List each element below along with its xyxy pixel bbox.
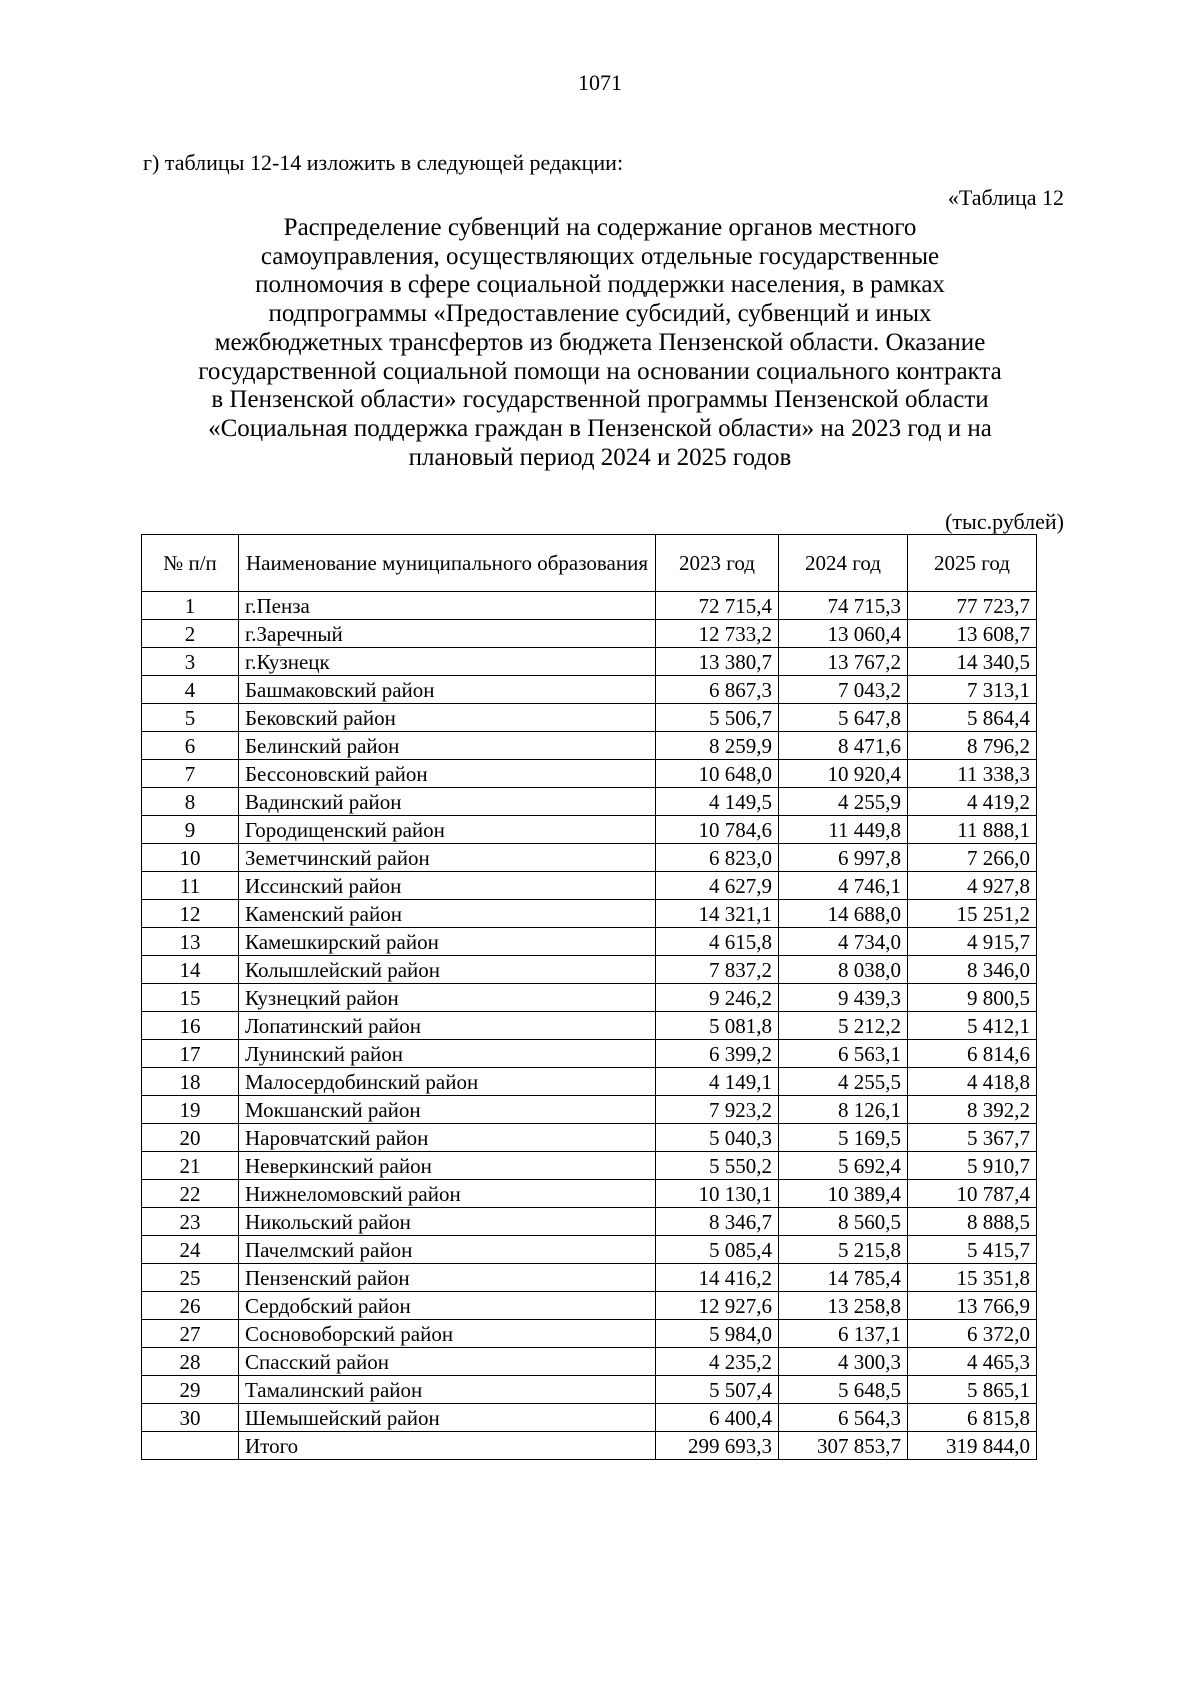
value-2023: 10 648,0 [656, 760, 779, 788]
table-row [142, 1124, 1037, 1152]
row-number: 30 [142, 1404, 239, 1432]
table-row [142, 1264, 1037, 1292]
value-2024: 9 439,3 [779, 984, 908, 1012]
value-2023: 4 149,5 [656, 788, 779, 816]
value-2025: 15 351,8 [908, 1264, 1037, 1292]
value-2025: 11 888,1 [908, 816, 1037, 844]
row-number: 25 [142, 1264, 239, 1292]
value-2025: 10 787,4 [908, 1180, 1037, 1208]
value-2025: 5 865,1 [908, 1376, 1037, 1404]
municipality-name: Лопатинский район [239, 1012, 656, 1040]
title-line: «Социальная поддержка граждан в Пензенской области» на 2023 год и на [208, 414, 992, 442]
title-line: Распределение субвенций на содержание органов местного [283, 214, 917, 241]
table-row [142, 844, 1037, 872]
municipality-name: Сосновоборский район [239, 1320, 656, 1348]
table-row [142, 1376, 1037, 1404]
value-2025: 5 412,1 [908, 1012, 1037, 1040]
value-2023: 299 693,3 [656, 1432, 779, 1460]
row-number: 11 [142, 872, 239, 900]
municipality-name: Сердобский район [239, 1292, 656, 1320]
table-row [142, 1012, 1037, 1040]
municipality-name: г.Кузнецк [239, 648, 656, 676]
value-2024: 6 997,8 [779, 844, 908, 872]
row-number: 5 [142, 704, 239, 732]
value-2025: 4 915,7 [908, 928, 1037, 956]
value-2023: 5 085,4 [656, 1236, 779, 1264]
municipality-name: Пензенский район [239, 1264, 656, 1292]
header-2023: 2023 год [656, 535, 779, 592]
table-row [142, 1320, 1037, 1348]
municipality-name: Наровчатский район [239, 1124, 656, 1152]
municipality-name: Городищенский район [239, 816, 656, 844]
title-line: межбюджетных трансфертов из бюджета Пензенской области. Оказание [214, 328, 986, 356]
municipality-name: Шемышейский район [239, 1404, 656, 1432]
municipality-name: Тамалинский район [239, 1376, 656, 1404]
municipality-name: Кузнецкий район [239, 984, 656, 1012]
value-2024: 4 255,9 [779, 788, 908, 816]
value-2025: 7 313,1 [908, 676, 1037, 704]
value-2025: 15 251,2 [908, 900, 1037, 928]
municipality-name: Каменский район [239, 900, 656, 928]
value-2023: 72 715,4 [656, 592, 779, 620]
row-number: 8 [142, 788, 239, 816]
value-2025: 11 338,3 [908, 760, 1037, 788]
table-row [142, 1152, 1037, 1180]
units-label: (тыс.рублей) [945, 509, 1064, 534]
value-2024: 307 853,7 [779, 1432, 908, 1460]
value-2024: 5 212,2 [779, 1012, 908, 1040]
value-2023: 14 321,1 [656, 900, 779, 928]
row-number: 9 [142, 816, 239, 844]
row-number: 23 [142, 1208, 239, 1236]
table-title [130, 214, 1070, 472]
value-2025: 4 419,2 [908, 788, 1037, 816]
row-number: 2 [142, 620, 239, 648]
value-2024: 6 564,3 [779, 1404, 908, 1432]
title-line: полномочия в сфере социальной поддержки населения, в рамках [255, 271, 945, 299]
table-row [142, 816, 1037, 844]
value-2025: 8 346,0 [908, 956, 1037, 984]
value-2024: 4 300,3 [779, 1348, 908, 1376]
row-number: 26 [142, 1292, 239, 1320]
value-2025: 6 814,6 [908, 1040, 1037, 1068]
value-2023: 5 506,7 [656, 704, 779, 732]
value-2023: 5 550,2 [656, 1152, 779, 1180]
value-2023: 5 040,3 [656, 1124, 779, 1152]
value-2025: 4 418,8 [908, 1068, 1037, 1096]
value-2024: 6 137,1 [779, 1320, 908, 1348]
value-2024: 4 255,5 [779, 1068, 908, 1096]
value-2024: 13 060,4 [779, 620, 908, 648]
table-row [142, 620, 1037, 648]
value-2023: 6 400,4 [656, 1404, 779, 1432]
value-2024: 5 647,8 [779, 704, 908, 732]
row-number: 12 [142, 900, 239, 928]
value-2023: 4 615,8 [656, 928, 779, 956]
title-line: государственной социальной помощи на основании социального контракта [198, 357, 1002, 385]
row-number: 27 [142, 1320, 239, 1348]
title-line: подпрограммы «Предоставление субсидий, субвенций и иных [268, 300, 932, 328]
value-2024: 13 767,2 [779, 648, 908, 676]
row-number: 1 [142, 592, 239, 620]
row-number: 22 [142, 1180, 239, 1208]
table-row [142, 928, 1037, 956]
value-2025: 8 392,2 [908, 1096, 1037, 1124]
intro-text: г) таблицы 12-14 изложить в следующей редакции: [143, 150, 624, 175]
row-number: 20 [142, 1124, 239, 1152]
value-2024: 10 920,4 [779, 760, 908, 788]
row-number: 24 [142, 1236, 239, 1264]
value-2023: 10 130,1 [656, 1180, 779, 1208]
table-row [142, 1292, 1037, 1320]
value-2024: 14 785,4 [779, 1264, 908, 1292]
row-number: 19 [142, 1096, 239, 1124]
table-row [142, 676, 1037, 704]
value-2024: 8 471,6 [779, 732, 908, 760]
municipality-name: Итого [239, 1432, 656, 1460]
municipality-name: Неверкинский район [239, 1152, 656, 1180]
row-number: 16 [142, 1012, 239, 1040]
title-line: самоуправления, осуществляющих отдельные государственные [260, 242, 940, 270]
municipality-name: Бессоновский район [239, 760, 656, 788]
value-2025: 4 465,3 [908, 1348, 1037, 1376]
value-2023: 9 246,2 [656, 984, 779, 1012]
value-2023: 4 627,9 [656, 872, 779, 900]
table-header-row [142, 535, 1037, 592]
table-row [142, 704, 1037, 732]
value-2024: 6 563,1 [779, 1040, 908, 1068]
title-line: в Пензенской области» государственной программы Пензенской области [211, 386, 989, 414]
value-2025: 5 367,7 [908, 1124, 1037, 1152]
value-2025: 5 910,7 [908, 1152, 1037, 1180]
value-2025: 6 372,0 [908, 1320, 1037, 1348]
value-2024: 8 126,1 [779, 1096, 908, 1124]
value-2023: 4 149,1 [656, 1068, 779, 1096]
municipality-name: г.Пенза [239, 592, 656, 620]
row-number: 17 [142, 1040, 239, 1068]
row-number: 14 [142, 956, 239, 984]
value-2024: 74 715,3 [779, 592, 908, 620]
value-2023: 5 984,0 [656, 1320, 779, 1348]
value-2025: 13 766,9 [908, 1292, 1037, 1320]
row-number: 7 [142, 760, 239, 788]
value-2024: 11 449,8 [779, 816, 908, 844]
value-2025: 8 796,2 [908, 732, 1037, 760]
table-row [142, 1208, 1037, 1236]
municipality-name: Лунинский район [239, 1040, 656, 1068]
table-row [142, 1040, 1037, 1068]
header-number: № п/п [142, 535, 239, 592]
table-row [142, 788, 1037, 816]
row-number: 4 [142, 676, 239, 704]
value-2025: 77 723,7 [908, 592, 1037, 620]
value-2023: 7 837,2 [656, 956, 779, 984]
row-number: 3 [142, 648, 239, 676]
value-2024: 5 692,4 [779, 1152, 908, 1180]
table-row [142, 956, 1037, 984]
municipality-name: Бековский район [239, 704, 656, 732]
municipality-name: Иссинский район [239, 872, 656, 900]
municipality-name: Пачелмский район [239, 1236, 656, 1264]
value-2025: 8 888,5 [908, 1208, 1037, 1236]
value-2025: 9 800,5 [908, 984, 1037, 1012]
municipality-name: Белинский район [239, 732, 656, 760]
row-number: 18 [142, 1068, 239, 1096]
value-2023: 5 507,4 [656, 1376, 779, 1404]
header-2025: 2025 год [908, 535, 1037, 592]
data-table [141, 534, 1037, 1460]
value-2023: 5 081,8 [656, 1012, 779, 1040]
value-2023: 4 235,2 [656, 1348, 779, 1376]
value-2025: 5 864,4 [908, 704, 1037, 732]
row-number: 6 [142, 732, 239, 760]
value-2023: 6 867,3 [656, 676, 779, 704]
table-row [142, 760, 1037, 788]
row-number: 13 [142, 928, 239, 956]
value-2024: 4 746,1 [779, 872, 908, 900]
value-2023: 10 784,6 [656, 816, 779, 844]
header-2024: 2024 год [779, 535, 908, 592]
row-number: 15 [142, 984, 239, 1012]
title-line: плановый период 2024 и 2025 годов [408, 443, 792, 471]
value-2024: 8 560,5 [779, 1208, 908, 1236]
municipality-name: Башмаковский район [239, 676, 656, 704]
table-row [142, 648, 1037, 676]
value-2025: 319 844,0 [908, 1432, 1037, 1460]
table-label: «Таблица 12 [947, 185, 1064, 210]
table-row [142, 1068, 1037, 1096]
value-2023: 6 399,2 [656, 1040, 779, 1068]
value-2025: 13 608,7 [908, 620, 1037, 648]
municipality-name: Нижнеломовский район [239, 1180, 656, 1208]
value-2024: 8 038,0 [779, 956, 908, 984]
municipality-name: Колышлейский район [239, 956, 656, 984]
value-2023: 12 927,6 [656, 1292, 779, 1320]
value-2025: 7 266,0 [908, 844, 1037, 872]
table-body [142, 592, 1037, 1460]
value-2024: 7 043,2 [779, 676, 908, 704]
table-row [142, 872, 1037, 900]
value-2024: 10 389,4 [779, 1180, 908, 1208]
table-row [142, 592, 1037, 620]
value-2024: 14 688,0 [779, 900, 908, 928]
value-2023: 7 923,2 [656, 1096, 779, 1124]
header-municipality: Наименование муниципального образования [239, 535, 656, 592]
value-2023: 12 733,2 [656, 620, 779, 648]
row-number [142, 1432, 239, 1460]
value-2024: 4 734,0 [779, 928, 908, 956]
row-number: 21 [142, 1152, 239, 1180]
row-number: 28 [142, 1348, 239, 1376]
municipality-name: Спасский район [239, 1348, 656, 1376]
municipality-name: Малосердобинский район [239, 1068, 656, 1096]
municipality-name: Никольский район [239, 1208, 656, 1236]
row-number: 10 [142, 844, 239, 872]
municipality-name: г.Заречный [239, 620, 656, 648]
value-2024: 13 258,8 [779, 1292, 908, 1320]
value-2025: 4 927,8 [908, 872, 1037, 900]
value-2023: 6 823,0 [656, 844, 779, 872]
value-2025: 5 415,7 [908, 1236, 1037, 1264]
table-row [142, 984, 1037, 1012]
municipality-name: Камешкирский район [239, 928, 656, 956]
value-2023: 13 380,7 [656, 648, 779, 676]
value-2023: 14 416,2 [656, 1264, 779, 1292]
value-2023: 8 259,9 [656, 732, 779, 760]
table-row [142, 1180, 1037, 1208]
table-row [142, 1236, 1037, 1264]
table-row [142, 732, 1037, 760]
table-row [142, 1348, 1037, 1376]
value-2024: 5 215,8 [779, 1236, 908, 1264]
value-2024: 5 169,5 [779, 1124, 908, 1152]
value-2023: 8 346,7 [656, 1208, 779, 1236]
value-2025: 14 340,5 [908, 648, 1037, 676]
municipality-name: Мокшанский район [239, 1096, 656, 1124]
value-2025: 6 815,8 [908, 1404, 1037, 1432]
page-number: 1071 [578, 70, 622, 95]
row-number: 29 [142, 1376, 239, 1404]
table-row [142, 1432, 1037, 1460]
table-row [142, 900, 1037, 928]
table-row [142, 1404, 1037, 1432]
value-2024: 5 648,5 [779, 1376, 908, 1404]
municipality-name: Земетчинский район [239, 844, 656, 872]
table-row [142, 1096, 1037, 1124]
municipality-name: Вадинский район [239, 788, 656, 816]
